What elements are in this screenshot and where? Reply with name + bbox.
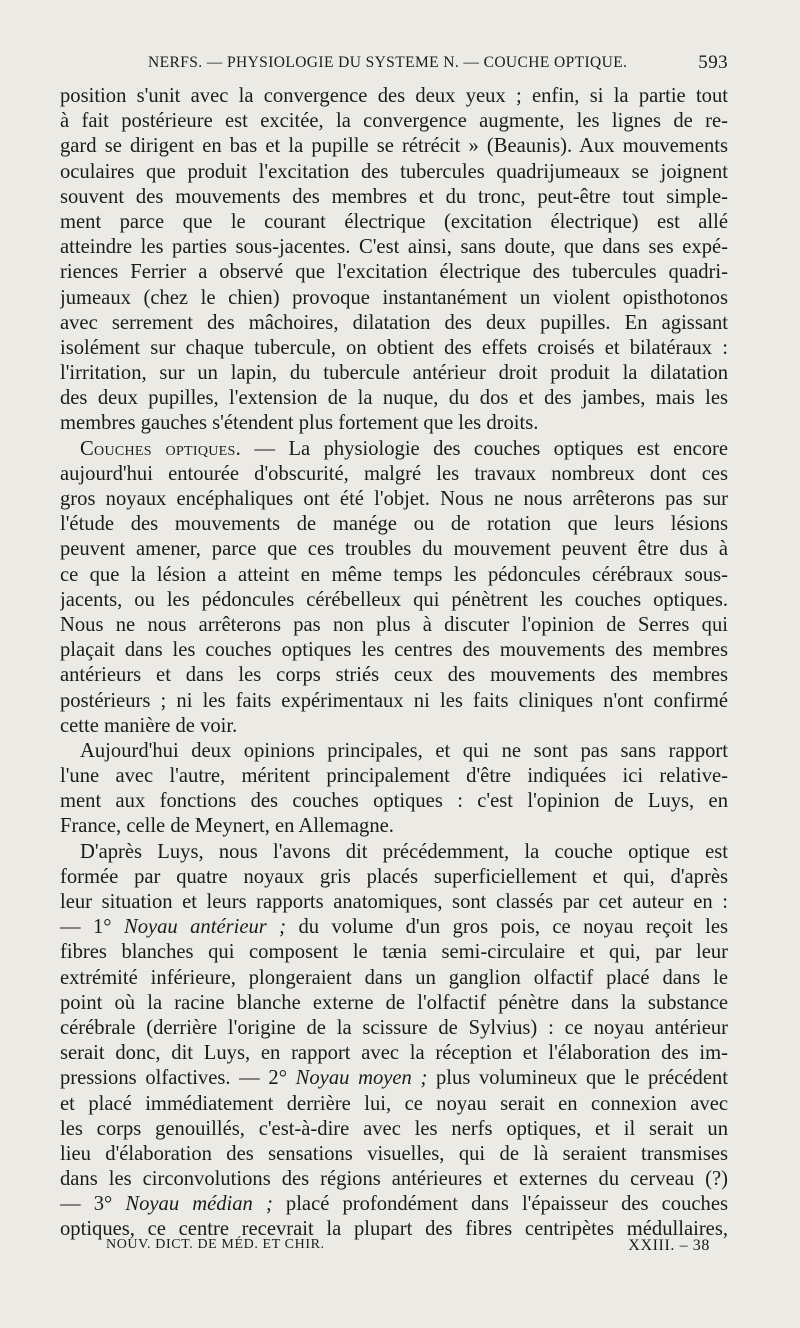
volume-signature: XXIII. – 38 — [628, 1237, 710, 1254]
text-line: optiques, ce centre recevrait la plupart des fibres centripètes médullaires, — [60, 1218, 728, 1241]
text-line: gard se dirigent en bas et la pupille se rétrécit » (Beaunis). Aux mouvements — [60, 135, 728, 158]
text-line: membres gauches s'étendent plus fortement que les droits. — [60, 412, 539, 435]
text-line: riences Ferrier a observé que l'excitation électrique des tubercules quadri- — [60, 261, 728, 284]
text-line: atteindre les parties sous-jacentes. C'est ainsi, sans doute, que dans ses expé- — [60, 236, 728, 259]
text-line: gros noyaux encéphaliques ont été l'objet. Nous ne nous arrêterons pas sur — [60, 488, 728, 510]
text-line-noyau-median — [60, 1192, 728, 1217]
text-line: plaçait dans les couches optiques les centres des mouvements des membres — [60, 639, 728, 662]
text-fragment: — 3° — [60, 1193, 126, 1216]
text-line-noyau-moyen — [60, 1066, 728, 1091]
text-fragment: — 1° — [60, 916, 124, 939]
text-line: et placé immédiatement derrière lui, ce noyau serait en connexion avec — [60, 1092, 728, 1115]
text-line: jumeaux (chez le chien) provoque instantanément un violent opisthotonos — [60, 286, 728, 309]
text-line: antérieurs et dans les corps striés ceux des mouvements des membres — [60, 664, 728, 687]
text-line: D'après Luys, nous l'avons dit précédemment, la couche optique est — [80, 840, 728, 863]
text-line: cette manière de voir. — [60, 714, 238, 737]
text-line: extrémité inférieure, plongeraient dans un ganglion olfactif placé dans le — [60, 966, 728, 989]
text-fragment: pressions olfactives. — 2° — [60, 1067, 296, 1090]
text-fragment: du volume d'un gros pois, ce noyau reçoit les — [286, 916, 728, 939]
text-line: souvent des mouvements des membres et du tronc, peut-être tout simple- — [60, 185, 728, 208]
text-line: des deux pupilles, l'extension de la nuque, du dos et des jambes, mais les — [60, 387, 728, 410]
text-line: Nous ne nous arrêterons pas non plus à discuter l'opinion de Serres qui — [60, 613, 728, 636]
text-line: fibres blanches qui composent le tænia semi-circulaire et qui, par leur — [60, 941, 728, 964]
text-line: ment parce que le courant électrique (excitation électrique) est allé — [60, 210, 728, 233]
italic-term: Noyau moyen ; — [295, 1067, 428, 1090]
text-line: Aujourd'hui deux opinions principales, et qui ne sont pas sans rapport — [80, 739, 728, 762]
section-heading-couches-optiques: Couches optiques. — [80, 437, 242, 460]
text-line: l'étude des mouvements de manége ou de rotation que leurs lésions — [60, 513, 728, 536]
text-fragment: placé profondément dans l'épaisseur des couches — [272, 1193, 728, 1216]
text-line: à fait postérieure est excitée, la convergence augmente, les lignes de re- — [60, 110, 728, 133]
text-fragment: — La physiologie des couches optiques est encore — [241, 437, 728, 460]
text-line: aujourd'hui entourée d'obscurité, malgré les travaux nombreux dont ces — [60, 462, 728, 485]
page-footer — [60, 1237, 728, 1259]
text-line: les corps genouillés, c'est-à-dire avec les nerfs optiques, et il serait un — [60, 1117, 728, 1140]
running-head: NERFS. — PHYSIOLOGIE DU SYSTEME N. — COUCHE OPTIQUE. — [148, 54, 628, 71]
text-line: oculaires que produit l'excitation des tubercules quadrijumeaux se joignent — [60, 160, 728, 183]
text-line: postérieurs ; ni les faits expérimentaux ni les faits cliniques n'ont confirmé — [60, 689, 728, 712]
text-line: peuvent amener, parce que ces troubles du mouvement peuvent être dus à — [60, 538, 728, 561]
text-line: formée par quatre noyaux gris placés superficiellement et qui, d'après — [60, 865, 728, 888]
text-line: cérébrale (derrière l'origine de la scissure de Sylvius) : ce noyau antérieur — [60, 1016, 728, 1039]
text-line: dans les circonvolutions des régions antérieures et externes du cerveau (?) — [60, 1168, 728, 1191]
text-line: jacents, ou les pédoncules cérébelleux qui pénètrent les couches optiques. — [60, 588, 728, 611]
publication-title: NOUV. DICT. DE MÉD. ET CHIR. — [106, 1237, 325, 1252]
italic-term: Noyau médian ; — [125, 1193, 273, 1216]
text-fragment: plus volumineux que le précédent — [427, 1067, 728, 1090]
text-line: isolément sur chaque tubercule, on obtient des effets croisés et bilatéraux : — [60, 336, 728, 359]
text-line: position s'unit avec la convergence des deux yeux ; enfin, si la partie tout — [60, 85, 728, 107]
text-line: ment aux fonctions des couches optiques : c'est l'opinion de Luys, en — [60, 790, 728, 813]
text-line: France, celle de Meynert, en Allemagne. — [60, 815, 394, 838]
text-line: lieu d'élaboration des sensations visuelles, qui de là seraient transmises — [60, 1142, 728, 1165]
page-number: 593 — [698, 52, 728, 73]
text-line: leur situation et leurs rapports anatomiques, sont classés par cet auteur en : — [60, 891, 728, 913]
text-line: point où la racine blanche externe de l'olfactif pénètre dans la substance — [60, 991, 728, 1014]
text-line-noyau-anterieur — [60, 915, 728, 940]
text-line: serait donc, dit Luys, en rapport avec la réception et l'élaboration des im- — [60, 1042, 728, 1065]
section-heading-line — [60, 437, 728, 462]
page-header — [60, 54, 728, 80]
text-line: l'irritation, sur un lapin, du tubercule antérieur droit produit la dilatation — [60, 362, 728, 385]
italic-term: Noyau antérieur ; — [123, 916, 287, 939]
text-line: avec serrement des mâchoires, dilatation des deux pupilles. En agissant — [60, 311, 728, 334]
body-text — [60, 84, 728, 1243]
text-line: l'une avec l'autre, méritent principalement d'être indiquées ici relative- — [60, 765, 728, 788]
text-line: ce que la lésion a atteint en même temps les pédoncules cérébraux sous- — [60, 563, 728, 586]
